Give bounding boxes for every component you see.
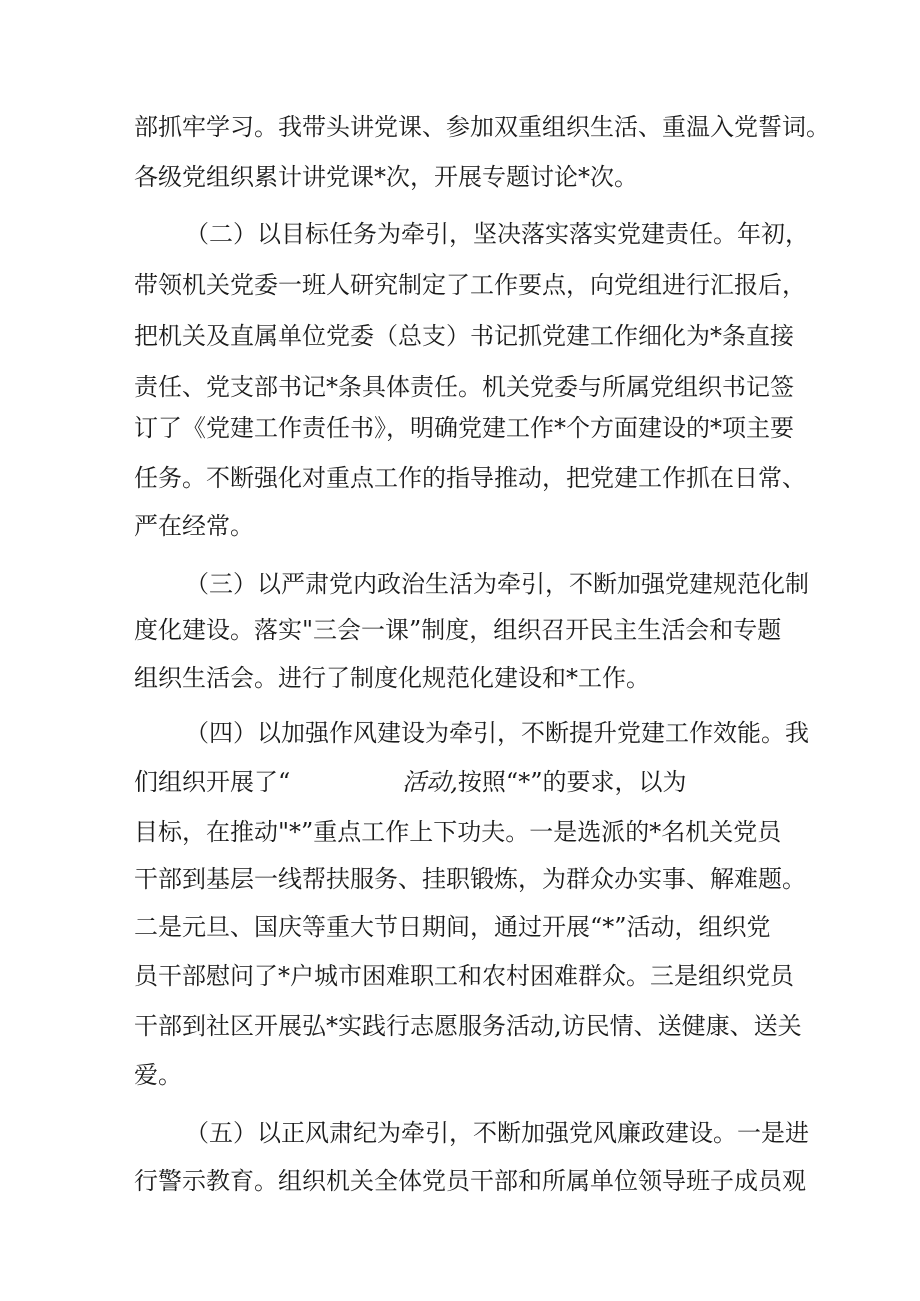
text-line: 各级党组织累计讲党课*次，开展专题讨论*次。 [134,163,638,191]
text-line: 目标，在推动"*”重点工作上下功夫。一是选派的*名机关党员 [134,818,782,846]
text-line: 带领机关党委一班人研究制定了工作要点，向党组进行汇报后， [134,271,806,299]
text-line: 员干部慰问了*户城市困难职工和农村困难群众。三是组织党员 [134,962,794,990]
text-line: 干部到基层一线帮扶服务、挂职锻炼，为群众办实事、解难题。 [134,865,806,893]
text-segment: 们组织开展了“ [134,768,291,796]
text-line: 责任、党支部书记*条具体责任。机关党委与所属党组织书记签 [134,373,794,401]
text-line: 订了《党建工作责任书》，明确党建工作*个方面建设的*项主要 [134,414,794,442]
italic-text-segment: 活动, [402,768,458,796]
text-line: 把机关及直属单位党委（总支）书记抓党建工作细化为*条直接 [134,322,794,350]
text-line: 度化建设。落实"三会一课”制度，组织召开民主生活会和专题 [134,616,782,644]
text-line: 组织生活会。进行了制度化规范化建设和*工作。 [134,664,650,692]
text-line: 严在经常。 [134,512,254,540]
paragraph-heading-2: （二）以目标任务为牵引，坚决落实落实党建责任。年初， [185,220,809,248]
text-line: 部抓牢学习。我带头讲党课、参加双重组织生活、重温入党誓词。 [134,113,830,141]
text-line: 爱。 [134,1061,182,1089]
text-line [134,767,686,797]
text-line: 行警示教育。组织机关全体党员干部和所属单位领导班子成员观 [134,1167,806,1195]
text-segment: 按照“*”的要求，以为 [457,768,687,796]
text-line: 二是元旦、国庆等重大节日期间，通过开展“*”活动，组织党 [134,913,771,941]
text-line: 任务。不断强化对重点工作的指导推动，把党建工作抓在日常、 [134,464,806,492]
paragraph-heading-5: （五）以正风肃纪为牵引，不断加强党风廉政建设。一是进 [185,1119,809,1147]
paragraph-heading-4: （四）以加强作风建设为牵引，不断提升党建工作效能。我 [185,719,809,747]
text-line: 干部到社区开展弘*实践行志愿服务活动,访民情、送健康、送关 [134,1012,802,1040]
paragraph-heading-3: （三）以严肃党内政治生活为牵引，不断加强党建规范化制 [185,570,809,598]
